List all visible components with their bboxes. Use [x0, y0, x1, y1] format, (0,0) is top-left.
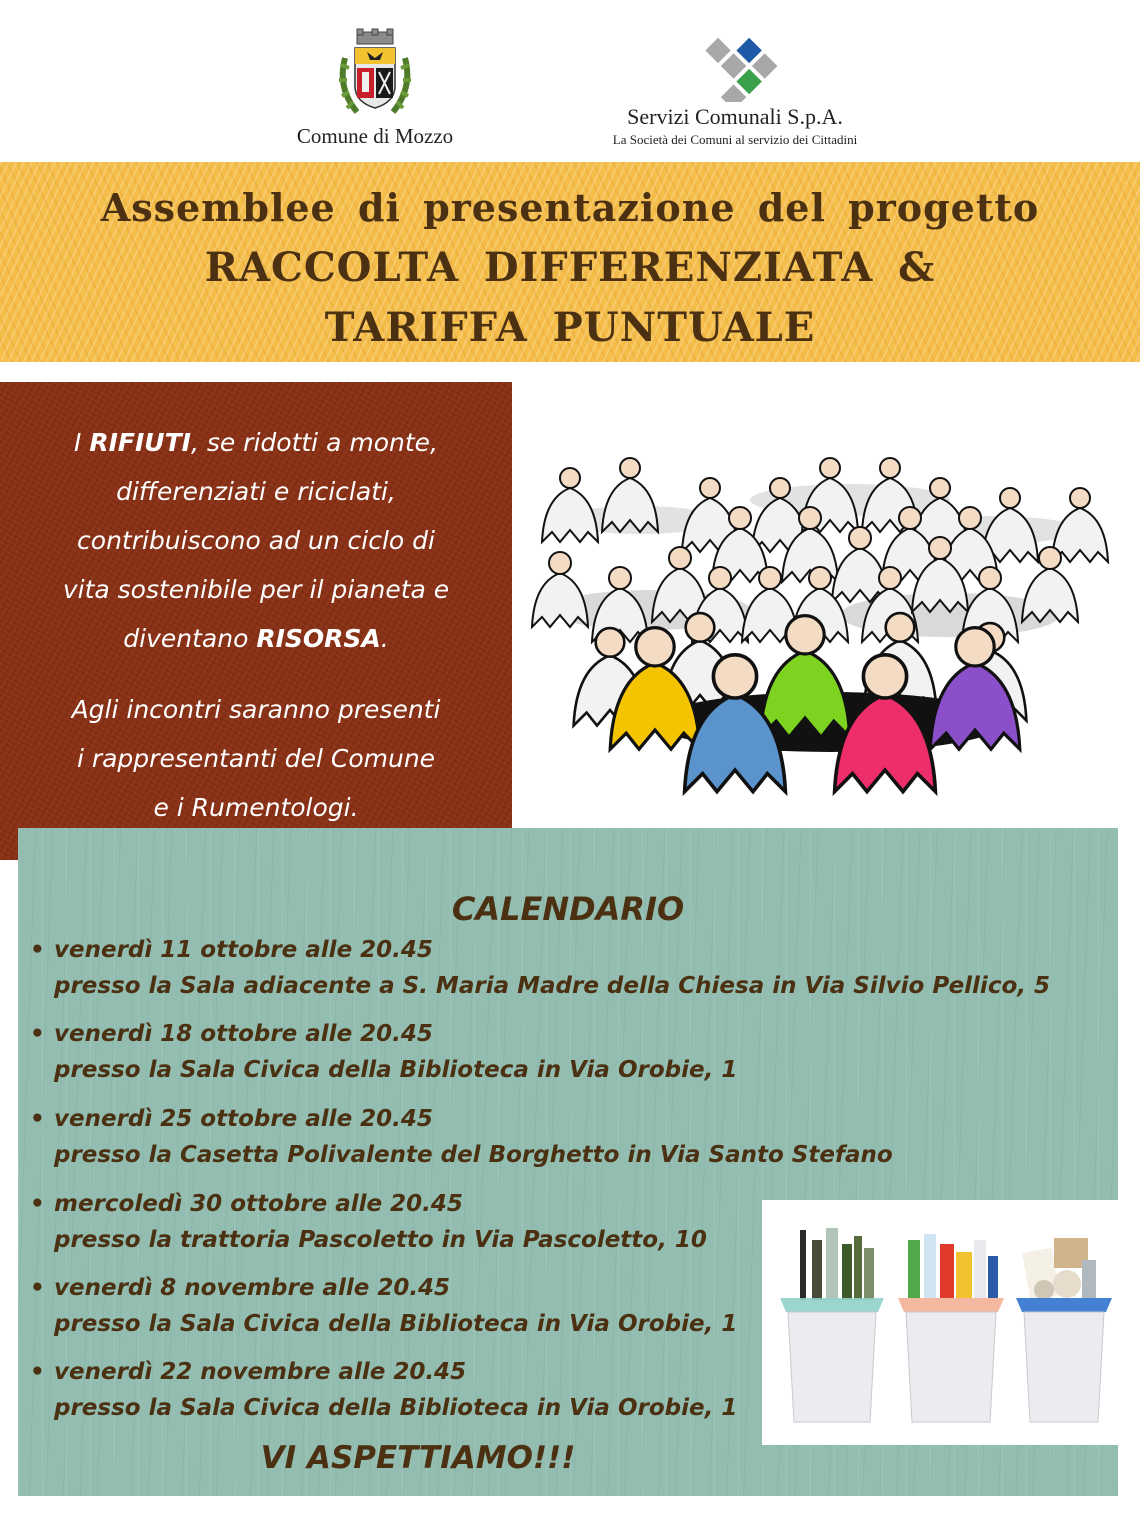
- event-item: [30, 932, 1050, 1004]
- info-line-4: vita sostenibile per il pianeta e: [62, 575, 450, 604]
- event-where: presso la Sala Civica della Biblioteca in Via Orobie, 1: [54, 1395, 738, 1421]
- servizi-tagline: La Società dei Comuni al servizio dei Cittadini: [612, 132, 858, 147]
- diamond-squares-logo-icon: [680, 30, 790, 102]
- event-item: [30, 1354, 737, 1426]
- banner-line-1: Assemblee di presentazione del progetto: [100, 185, 1040, 230]
- servizi-logo: [580, 30, 890, 148]
- event-item: [30, 1101, 893, 1173]
- glass-bin-icon: [780, 1228, 884, 1422]
- banner-line-3: TARIFFA PUNTUALE: [324, 304, 816, 351]
- info-line-2: differenziati e riciclati,: [116, 477, 396, 506]
- servizi-name: Servizi Comunali S.p.A.: [627, 104, 843, 129]
- event-when: • venerdì 25 ottobre alle 20.45: [30, 1101, 893, 1137]
- title-banner: [0, 162, 1140, 362]
- event-item: [30, 1186, 707, 1258]
- event-when: • venerdì 8 novembre alle 20.45: [30, 1270, 737, 1306]
- closing-text: VI ASPETTIAMO!!!: [260, 1440, 576, 1476]
- event-when: • venerdì 11 ottobre alle 20.45: [30, 932, 1050, 968]
- event-when: • venerdì 18 ottobre alle 20.45: [30, 1016, 737, 1052]
- coat-of-arms-icon: [335, 28, 415, 120]
- plastic-bin-icon: [898, 1234, 1004, 1422]
- event-where: presso la Sala adiacente a S. Maria Madre della Chiesa in Via Silvio Pellico, 5: [54, 973, 1050, 999]
- calendar-title: CALENDARIO: [451, 890, 685, 928]
- comune-logo: [280, 28, 470, 149]
- info-paragraph-2: [0, 685, 512, 832]
- comune-caption: Comune di Mozzo: [296, 124, 454, 148]
- event-when: • mercoledì 30 ottobre alle 20.45: [30, 1186, 707, 1222]
- info-line-3: contribuiscono ad un ciclo di: [77, 526, 435, 555]
- recycling-bins-photo: [762, 1200, 1120, 1445]
- event-item: [30, 1016, 737, 1088]
- event-where: presso la Sala Civica della Biblioteca in Via Orobie, 1: [54, 1057, 738, 1083]
- event-when: • venerdì 22 novembre alle 20.45: [30, 1354, 737, 1390]
- info-line-1-bold: RIFIUTI: [89, 428, 191, 457]
- info-line-1-pre: I: [74, 428, 90, 457]
- people-at-round-table-illustration: [530, 440, 1120, 800]
- info-line-5-post: .: [380, 624, 389, 653]
- info-line-1: [74, 428, 438, 457]
- info-p2-line-3: e i Rumentologi.: [153, 793, 359, 822]
- event-where: presso la Casetta Polivalente del Borghetto in Via Santo Stefano: [54, 1142, 893, 1168]
- event-item: [30, 1270, 737, 1342]
- event-where: presso la trattoria Pascoletto in Via Pascoletto, 10: [54, 1227, 707, 1253]
- info-line-5-bold: RISORSA: [256, 624, 381, 653]
- info-paragraph-1: [0, 418, 512, 663]
- info-box: [0, 382, 512, 860]
- info-line-1-post: , se ridotti a monte,: [190, 428, 438, 457]
- info-line-5: [123, 624, 388, 653]
- paper-bin-icon: [1016, 1238, 1112, 1422]
- event-where: presso la Sala Civica della Biblioteca in Via Orobie, 1: [54, 1311, 738, 1337]
- banner-line-2: RACCOLTA DIFFERENZIATA &: [204, 244, 936, 291]
- info-line-5-pre: diventano: [123, 624, 257, 653]
- info-p2-line-2: i rappresentanti del Comune: [76, 744, 436, 773]
- info-p2-line-1: Agli incontri saranno presenti: [71, 695, 441, 724]
